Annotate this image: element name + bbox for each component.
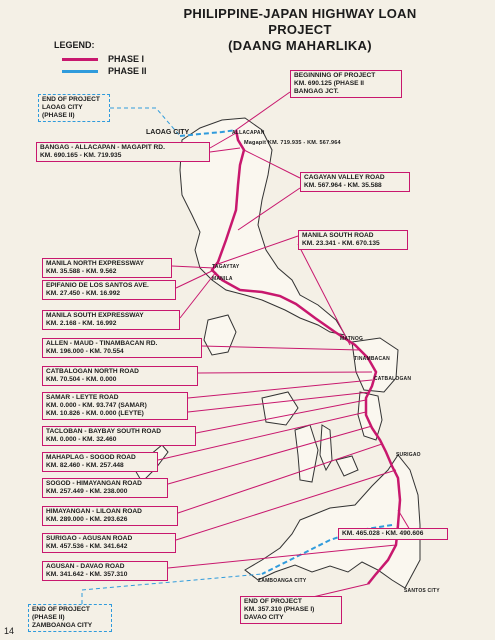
page-number: 14 [4, 626, 15, 636]
leader-msr-2 [298, 244, 350, 345]
label-laoag: LAOAG CITY [146, 129, 190, 136]
label-surigao: SURIGAO [396, 452, 421, 458]
box-sogod: SOGOD - HIMAYANGAN ROAD KM. 257.449 - KM. 238.000 [42, 478, 168, 498]
label-tinambacan: TINAMBACAN [354, 356, 390, 362]
box-himayangan: HIMAYANGAN - LILOAN ROAD KM. 289.000 - KM. 293.626 [42, 506, 178, 526]
box-end-laoag: END OF PROJECT LAOAG CITY (PHASE II) [38, 94, 110, 122]
samar-island [352, 338, 398, 392]
box-catbalogan: CATBALOGAN NORTH ROAD KM. 70.504 - KM. 0.000 [42, 366, 198, 386]
label-allacapan: ALLACAPAN [232, 130, 265, 136]
box-end-davao: END OF PROJECT KM. 357.310 (PHASE I) DAVAO CITY [240, 596, 342, 624]
title-line-2: (DAANG MAHARLIKA) [228, 38, 372, 53]
box-samar: SAMAR - LEYTE ROAD KM. 0.000 - KM. 93.747 (SAMAR) KM. 10.826 - KM. 0.000 (LEYTE) [42, 392, 188, 420]
leader-mse [180, 272, 216, 318]
leader-beginning [236, 92, 290, 130]
box-edsa: EPIFANIO DE LOS SANTOS AVE. KM. 27.450 - KM. 16.992 [42, 280, 176, 300]
box-mse: MANILA SOUTH EXPRESSWAY KM. 2.168 - KM. 16.992 [42, 310, 180, 330]
title-line-1: PHILIPPINE-JAPAN HIGHWAY LOAN PROJECT [183, 6, 417, 37]
leader-himayangan [178, 444, 382, 513]
box-bangag: BANGAG - ALLACAPAN - MAGAPIT RD. KM. 690.165 - KM. 719.935 [36, 142, 210, 162]
box-end-zamboanga: END OF PROJECT (PHASE II) ZAMBOANGA CITY [28, 604, 112, 632]
leyte-island [358, 392, 382, 440]
panay-island [262, 392, 298, 425]
label-tagaytay: TAGAYTAY [212, 264, 240, 270]
phase2-label: PHASE II [108, 66, 147, 76]
label-zamboanga: ZAMBOANGA CITY [258, 578, 307, 584]
label-santos: SANTOS CITY [404, 588, 440, 594]
box-cagayan: CAGAYAN VALLEY ROAD KM. 567.964 - KM. 35.588 [300, 172, 410, 192]
leader-catbalogan [198, 372, 372, 373]
negros-island [295, 425, 318, 482]
legend-title: LEGEND: [54, 40, 95, 50]
box-tacloban: TACLOBAN - BAYBAY SOUTH ROAD KM. 0.000 - KM. 32.460 [42, 426, 196, 446]
label-magapit: Magapit KM. 719.935 - KM. 567.964 [244, 140, 341, 146]
label-manila: MANILA [212, 276, 233, 282]
box-allen: ALLEN - MAUD - TINAMBACAN RD. KM. 196.000 - KM. 70.554 [42, 338, 202, 358]
box-manila-south-road: MANILA SOUTH ROAD KM. 23.341 - KM. 670.135 [298, 230, 408, 250]
box-beginning: BEGINNING OF PROJECT KM. 690.125 (PHASE II BANGAG JCT. [290, 70, 402, 98]
bohol-island [336, 456, 358, 476]
phase1-label: PHASE I [108, 54, 145, 64]
mindanao-island [245, 455, 420, 588]
box-surigao: SURIGAO - AGUSAN ROAD KM. 457.536 - KM. 341.642 [42, 533, 176, 553]
leader-sogod [168, 426, 372, 484]
mindoro-island [204, 315, 236, 355]
leader-edsa [176, 270, 214, 288]
box-km465: KM. 465.028 - KM. 490.606 [338, 528, 448, 540]
box-mahaplag: MAHAPLAG - SOGOD ROAD KM. 82.460 - KM. 257.448 [42, 452, 158, 472]
label-catbalogan: CATBALOGAN [374, 376, 412, 382]
label-matnog: MATNOG [340, 336, 364, 342]
box-agusan: AGUSAN - DAVAO ROAD KM. 341.642 - KM. 357.310 [42, 561, 168, 581]
box-mne: MANILA NORTH EXPRESSWAY KM. 35.588 - KM. 9.562 [42, 258, 172, 278]
